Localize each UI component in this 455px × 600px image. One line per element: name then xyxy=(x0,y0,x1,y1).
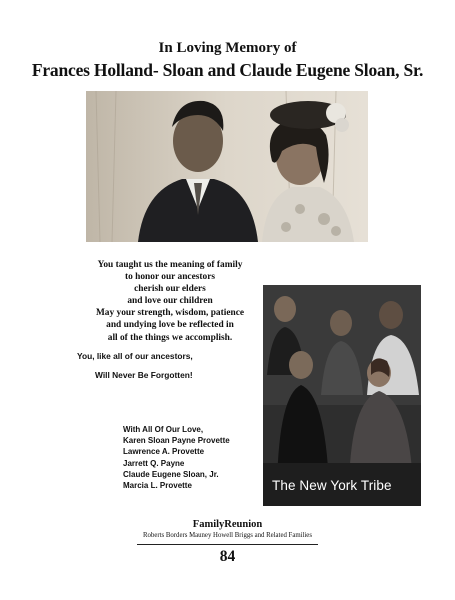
signature-line: Lawrence A. Provette xyxy=(123,447,205,457)
poem-line: and love our children xyxy=(127,296,213,307)
memorial-names-title: Frances Holland- Sloan and Claude Eugene Sloan, Sr. xyxy=(31,60,424,80)
poem-line: and undying love be reflected in xyxy=(106,320,234,331)
poem-line: You taught us the meaning of family xyxy=(97,260,243,270)
signature-line: Marcia L. Provette xyxy=(123,481,192,491)
footer-brand: FamilyReunion xyxy=(192,519,263,530)
ancestors-line: You, like all of our ancestors, xyxy=(77,351,193,361)
couple-portrait-photo xyxy=(86,91,368,242)
signature-line: With All Of Our Love, xyxy=(123,425,204,434)
never-forgotten-line: Will Never Be Forgotten! xyxy=(95,370,193,380)
signature-line: Claude Eugene Sloan, Jr. xyxy=(123,469,219,479)
memorial-heading: In Loving Memory of xyxy=(158,40,297,56)
poem-line: May your strength, wisdom, patience xyxy=(95,308,245,319)
footer-divider xyxy=(137,544,318,545)
poem-line: to honor our ancestors xyxy=(124,272,216,283)
family-group-photo xyxy=(263,285,421,506)
signature-line: Jarrett Q. Payne xyxy=(123,458,185,468)
signature-line: Karen Sloan Payne Provette xyxy=(123,436,230,446)
memorial-poem xyxy=(70,259,270,344)
footer-subtitle: Roberts Borders Mauney Howell Briggs and Related Families xyxy=(143,532,312,539)
page-number: 84 xyxy=(219,548,236,565)
family-photo-caption: The New York Tribe xyxy=(272,478,392,493)
poem-line: cherish our elders xyxy=(134,284,206,295)
signature-list xyxy=(123,424,230,491)
poem-line: all of the things we accomplish. xyxy=(107,332,233,343)
